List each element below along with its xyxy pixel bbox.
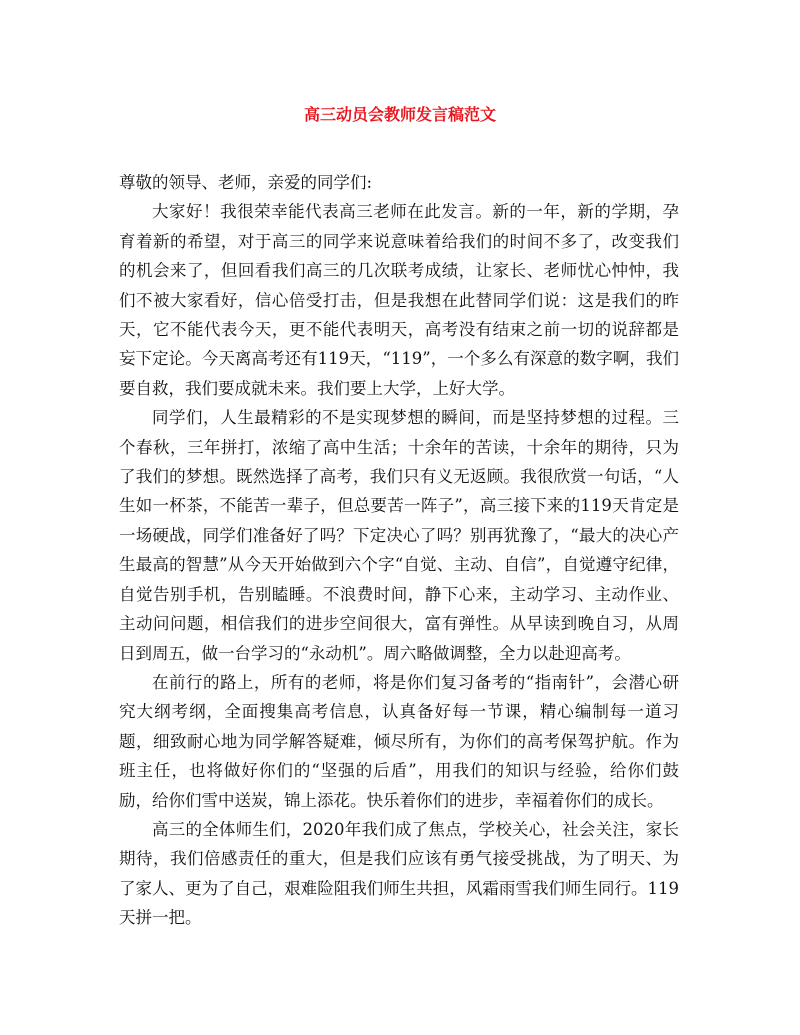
- paragraph-1: 大家好！我很荣幸能代表高三老师在此发言。新的一年，新的学期，孕育着新的希望，对于高三的同学来说意味着给我们的时间不多了，改变我们的机会来了，但回看我们高三的几次联考成绩，让家长、老师忧心忡忡，我们不被大家看好，信心倍受打击，但是我想在此替同学们说：这是我们的昨天，它不能代表今天，更不能代表明天，高考没有结束之前一切的说辞都是妄下定论。今天离高考还有119天，“119”，一个多么有深意的数字啊，我们要自救，我们要成就未来。我们要上大学，上好大学。: [119, 202, 679, 398]
- document-body: [119, 168, 679, 933]
- paragraph-2: 同学们，人生最精彩的不是实现梦想的瞬间，而是坚持梦想的过程。三个春秋，三年拼打，浓缩了高中生活；十余年的苦读，十余年的期待，只为了我们的梦想。既然选择了高考，我们只有义无返顾。我很欣赏一句话，“人生如一杯茶，不能苦一辈子，但总要苦一阵子”，高三接下来的119天肯定是一场硬战，同学们准备好了吗？下定决心了吗？别再犹豫了，“最大的决心产生最高的智慧”从今天开始做到六个字“自觉、主动、自信”，自觉遵守纪律，自觉告别手机，告别瞌睡。不浪费时间，静下心来，主动学习、主动作业、主动问问题，相信我们的进步空间很大，富有弹性。从早读到晚自习，从周日到周五，做一台学习的“永动机”。周六略做调整，全力以赴迎高考。: [119, 408, 679, 663]
- salutation: 尊敬的领导、老师，亲爱的同学们:: [119, 173, 373, 192]
- paragraph-4: 高三的全体师生们，2020年我们成了焦点，学校关心，社会关注，家长期待，我们倍感责任的重大，但是我们应该有勇气接受挑战，为了明天、为了家人、更为了自己，艰难险阻我们师生共担，风霜雨雪我们师生同行。119天拼一把。: [119, 819, 679, 928]
- document-title: 高三动员会教师发言稿范文: [303, 105, 496, 124]
- paragraph-3: 在前行的路上，所有的老师，将是你们复习备考的“指南针”，会潜心研究大纲考纲，全面搜集高考信息，认真备好每一节课，精心编制每一道习题，细致耐心地为同学解答疑难，倾尽所有，为你们的高考保驾护航。作为班主任，也将做好你们的“坚强的后盾”，用我们的知识与经验，给你们鼓励，给你们雪中送炭，锦上添花。快乐着你们的进步，幸福着你们的成长。: [119, 672, 679, 810]
